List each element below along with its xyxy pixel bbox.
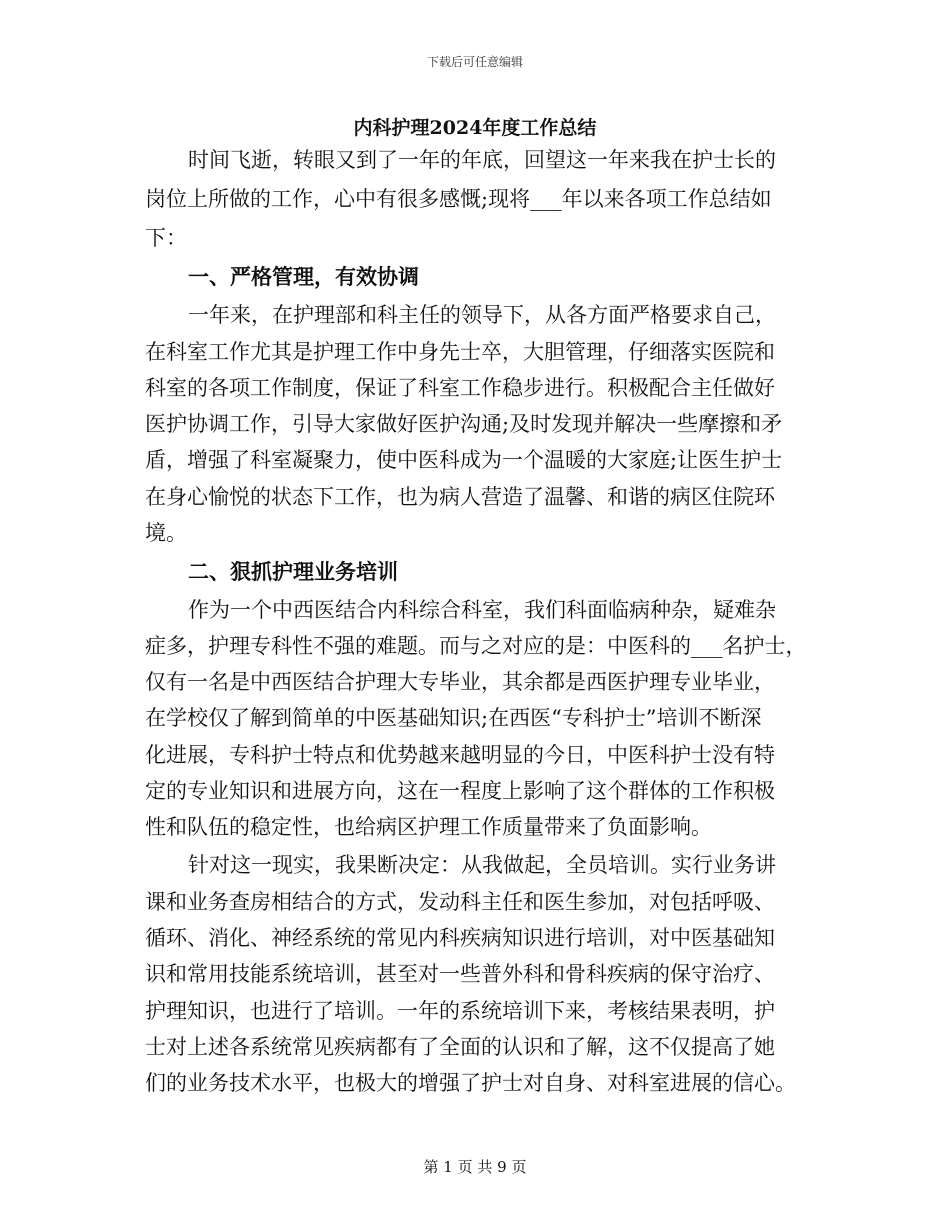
paragraph-line: 护理知识，也进行了培训。一年的系统培训下来，考核结果表明，护 [145,999,775,1023]
paragraph-line: 岗位上所做的工作，心中有很多感慨;现将___年以来各项工作总结如 [145,187,772,211]
section-heading: 一、严格管理，有效协调 [188,264,419,289]
document-title: 内科护理2024年度工作总结 [353,117,597,139]
paragraph-line: 医护协调工作，引导大家做好医护沟通;及时发现并解决一些摩擦和矛 [145,412,783,436]
page-header: 下载后可任意编辑 [426,55,523,69]
paragraph-line: 盾，增强了科室凝聚力，使中医科成为一个温暖的大家庭;让医生护士 [145,448,783,472]
paragraph-line: 境。 [145,521,187,545]
paragraph-line: 识和常用技能系统培训，甚至对一些普外科和骨科疾病的保守治疗、 [145,962,775,986]
paragraph-line: 性和队伍的稳定性，也给病区护理工作质量带来了负面影响。 [145,815,712,839]
paragraph-line: 化进展，专科护士特点和优势越来越明显的今日，中医科护士没有特 [145,743,775,767]
page-footer: 第 1 页 共 9 页 [423,1158,527,1176]
paragraph-line: 针对这一现实，我果断决定：从我做起，全员培训。实行业务讲 [188,853,776,877]
paragraph-line: 作为一个中西医结合内科综合科室，我们科面临病种杂，疑难杂 [188,598,776,622]
paragraph-line: 下： [145,226,187,250]
paragraph-line: 症多，护理专科性不强的难题。而与之对应的是：中医科的___名护士， [145,634,807,658]
paragraph-line: 在科室工作尤其是护理工作中身先士卒，大胆管理，仔细落实医院和 [145,340,775,364]
paragraph-line: 定的专业知识和进展方向，这在一程度上影响了这个群体的工作积极 [145,779,775,803]
paragraph-line: 循环、消化、神经系统的常见内科疾病知识进行培训，对中医基础知 [145,926,775,950]
paragraph-line: 在学校仅了解到简单的中医基础知识;在西医“专科护士”培训不断深 [145,706,762,730]
paragraph-line: 在身心愉悦的状态下工作，也为病人营造了温馨、和谐的病区住院环 [145,485,775,509]
paragraph-line: 课和业务查房相结合的方式，发动科主任和医生参加，对包括呼吸、 [145,890,775,914]
paragraph-line: 士对上述各系统常见疾病都有了全面的认识和了解，这不仅提高了她 [145,1035,775,1059]
paragraph-line: 们的业务技术水平，也极大的增强了护士对自身、对科室进展的信心。 [145,1071,796,1095]
paragraph-line: 科室的各项工作制度，保证了科室工作稳步进行。积极配合主任做好 [145,376,775,400]
paragraph-line: 一年来，在护理部和科主任的领导下，从各方面严格要求自己， [188,303,776,327]
paragraph-line: 仅有一名是中西医结合护理大专毕业，其余都是西医护理专业毕业， [145,670,775,694]
section-heading: 二、狠抓护理业务培训 [188,559,398,584]
paragraph-line: 时间飞逝，转眼又到了一年的年底，回望这一年来我在护士长的 [188,148,776,172]
